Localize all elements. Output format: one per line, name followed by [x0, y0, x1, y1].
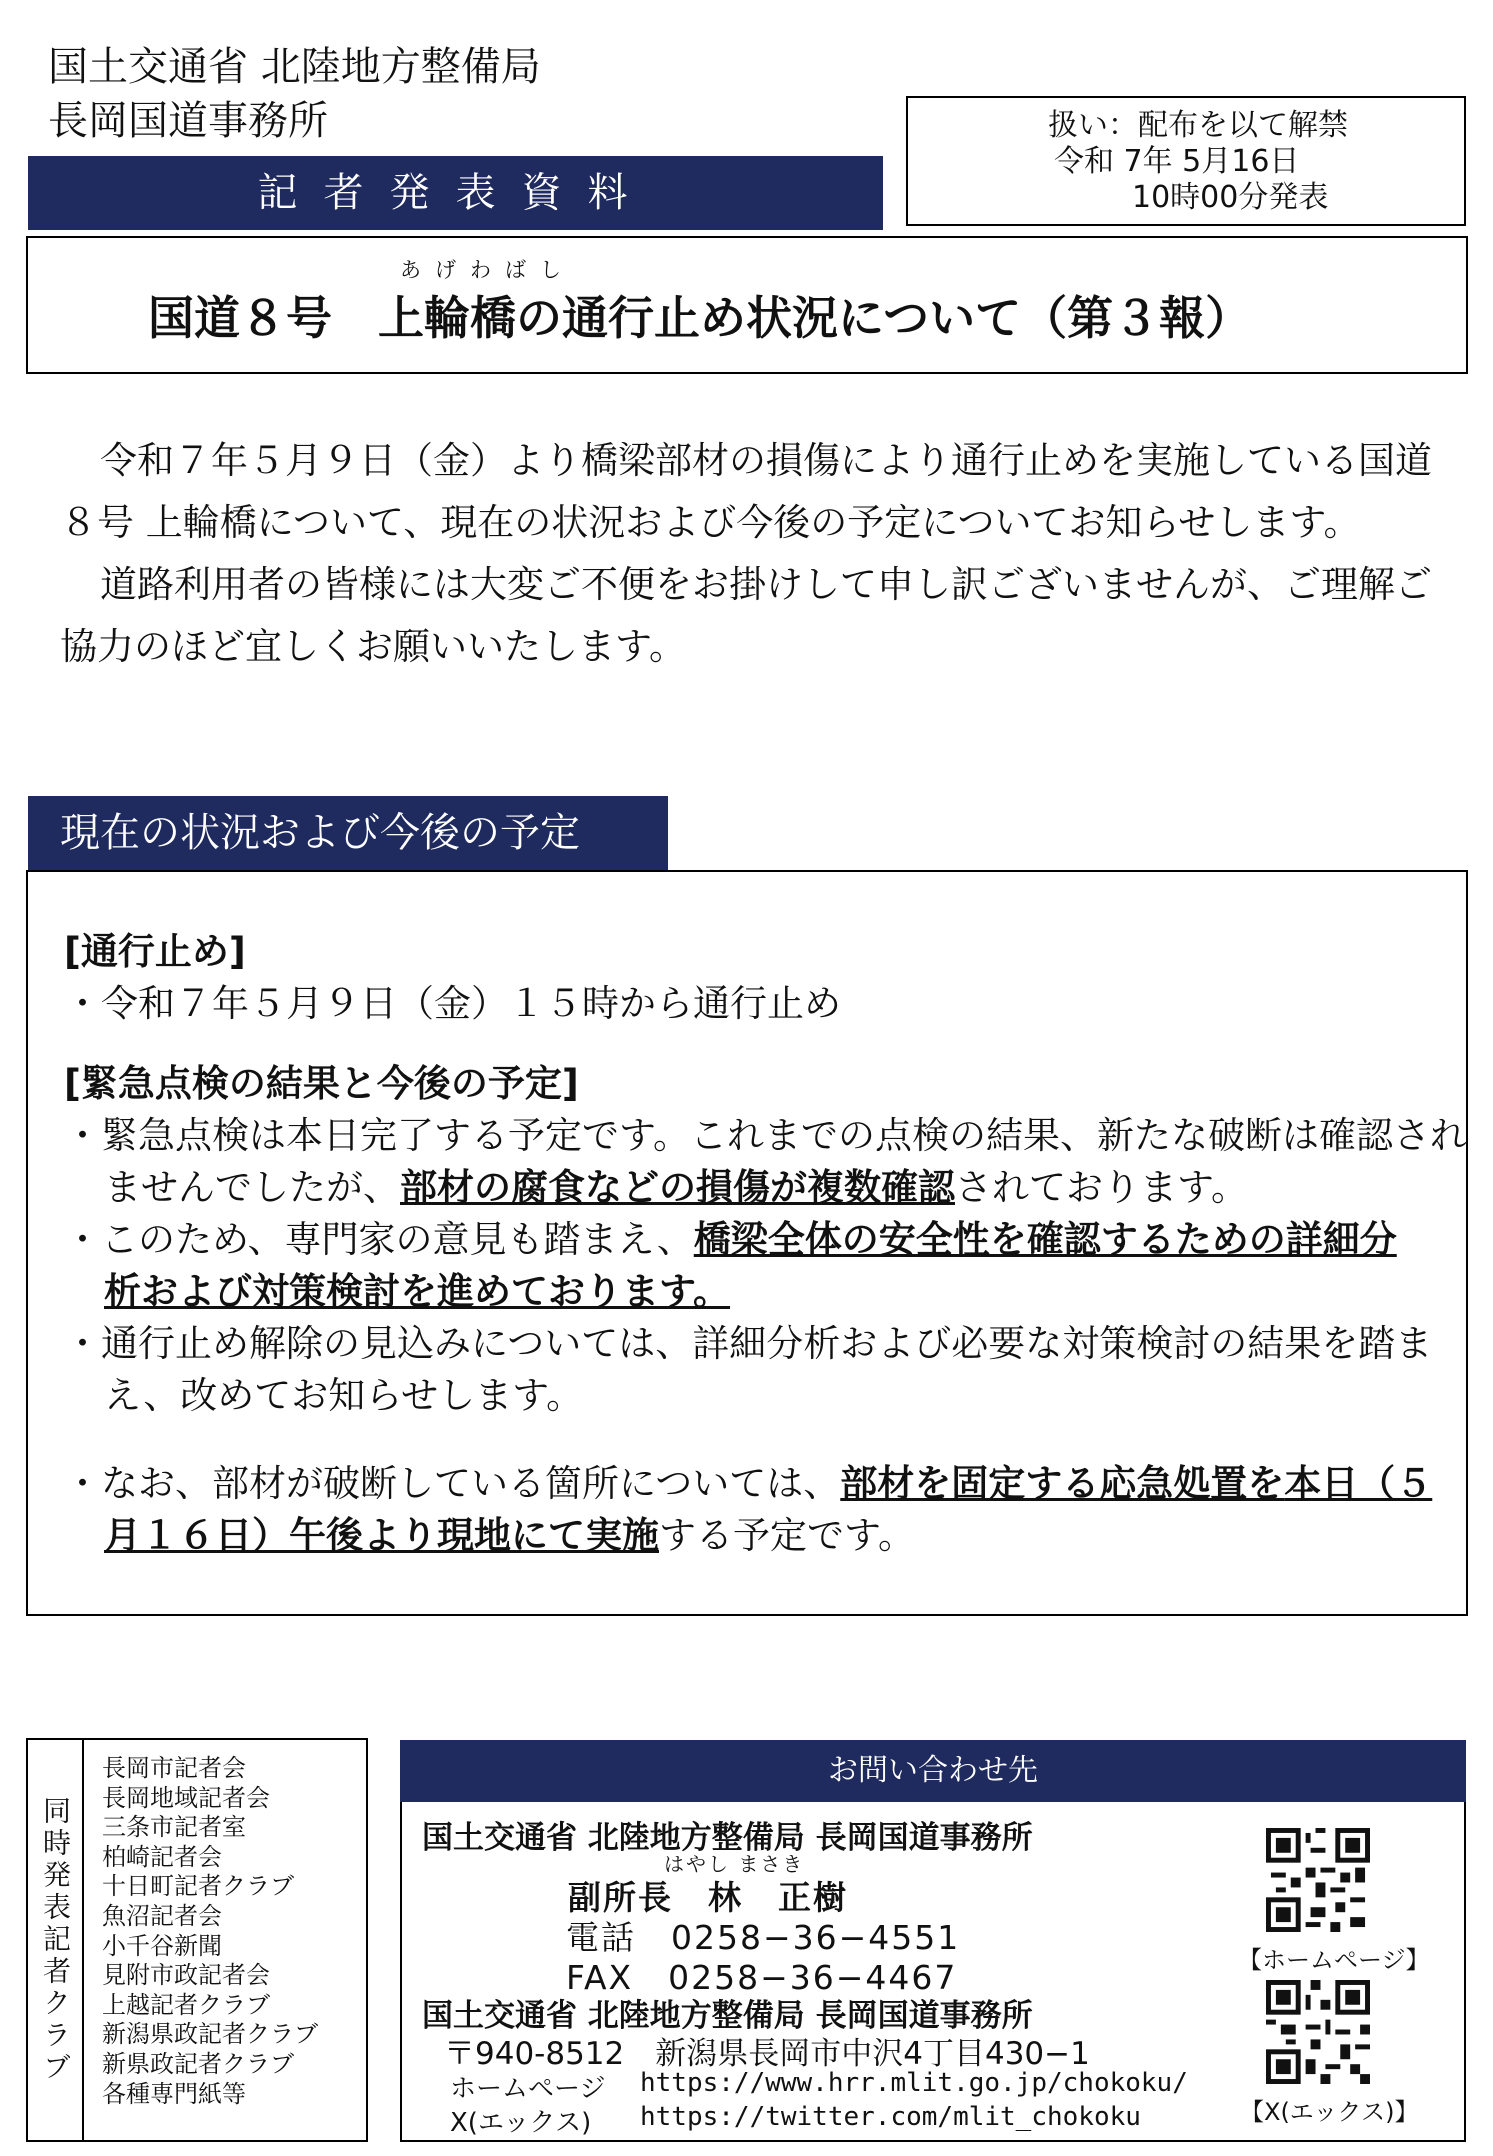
contact-heading: お問い合わせ先: [400, 1740, 1466, 1802]
press-club-list: [102, 1754, 318, 2109]
x-label: X(エックス): [450, 2108, 592, 2138]
press-club-item: 長岡地域記者会: [102, 1783, 270, 1812]
bullet-2: [64, 1214, 1424, 1318]
press-club-item: 見附市政記者会: [102, 1961, 270, 1990]
contact-org-2: 国土交通省 北陸地方整備局 長岡国道事務所: [422, 1998, 1033, 2034]
title-box: [26, 236, 1468, 374]
press-club-item: 新潟県政記者クラブ: [102, 2020, 318, 2049]
bullet-4-tail: する予定です。: [659, 1514, 916, 1557]
x-link[interactable]: https://twitter.com/mlit_chokoku: [640, 2102, 1141, 2132]
release-date: 令和 7年 5月16日: [1054, 144, 1300, 179]
document-title: 国道８号 上輪橋の通行止め状況について（第３報）: [148, 291, 1252, 345]
bullet-4: [64, 1458, 1444, 1562]
contact-name-ruby: はやし まさき: [664, 1852, 805, 1876]
bullet-4-emphasis-2: 本日（５月１６日）午後より現地にて実施: [104, 1462, 1433, 1557]
bullet-2-emphasis: 橋梁全体の安全性を確認するための詳細分析および対策検討を進めております。: [104, 1218, 1397, 1313]
press-club-item: 新県政記者クラブ: [102, 2049, 294, 2078]
press-club-item: 三条市記者室: [102, 1813, 246, 1842]
org-line-2: 長岡国道事務所: [48, 98, 328, 144]
press-club-label: 同時発表記者クラブ: [28, 1740, 84, 2140]
status-box: [26, 870, 1468, 1616]
handling-note: 扱い：配布を以て解禁: [1048, 108, 1348, 143]
x-qr-code-icon[interactable]: [1266, 1980, 1370, 2084]
contact-phone: 電話 0258−36−4551: [566, 1918, 961, 1957]
contact-name: 副所長 林 正樹: [568, 1878, 848, 1917]
intro-paragraph-2: 道路利用者の皆様には大変ご不便をお掛けして申し訳ございませんが、ご理解ご協力のほど宜しくお願いいたします。: [60, 563, 1432, 668]
press-club-item: 小千谷新聞: [102, 1931, 222, 1960]
title-ruby: あげわばし: [400, 258, 575, 282]
press-club-item: 十日町記者クラブ: [102, 1872, 294, 1901]
homepage-qr-code-icon[interactable]: [1266, 1828, 1370, 1932]
closure-heading: [通行止め]: [64, 930, 246, 973]
release-time: 10時00分発表: [1132, 180, 1329, 215]
intro-text: [60, 430, 1440, 678]
press-club-item: 長岡市記者会: [102, 1754, 246, 1782]
intro-paragraph-1: 令和７年５月９日（金）より橋梁部材の損傷により通行止めを実施している国道８号 上輪橋について、現在の状況および今後の予定についてお知らせします。: [60, 439, 1432, 544]
bullet-2-text: ・このため、専門家の意見も踏まえ、: [64, 1218, 694, 1261]
release-info-box: [906, 96, 1466, 226]
press-club-box: [26, 1738, 368, 2142]
contact-fax: FAX 0258−36−4467: [566, 1958, 958, 1997]
bullet-1-tail: されております。: [955, 1166, 1249, 1209]
homepage-label: ホームページ: [450, 2074, 606, 2104]
closure-item: ・令和７年５月９日（金）１５時から通行止め: [64, 982, 841, 1025]
bullet-1: [64, 1110, 1493, 1214]
bullet-1-emphasis: 部材の腐食などの損傷が複数確認: [400, 1166, 955, 1209]
org-line-1: 国土交通省 北陸地方整備局: [48, 44, 541, 90]
organization-name: [48, 40, 541, 148]
homepage-link[interactable]: https://www.hrr.mlit.go.jp/chokoku/: [640, 2068, 1188, 2098]
x-qr-label: 【X(エックス)】: [1240, 2098, 1419, 2126]
inspection-heading: [緊急点検の結果と今後の予定]: [64, 1062, 579, 1105]
press-release-banner: 記者発表資料: [28, 156, 883, 230]
contact-address: 〒940-8512 新潟県長岡市中沢4丁目430−1: [444, 2036, 1090, 2072]
section-heading: 現在の状況および今後の予定: [28, 796, 668, 870]
bullet-4-text: ・なお、部材が破断している箇所については、: [64, 1462, 841, 1505]
bullet-3: ・通行止め解除の見込みについては、詳細分析および必要な対策検討の結果を踏まえ、改めてお知らせします。: [64, 1322, 1433, 1417]
bullet-1-text: ・緊急点検は本日完了する予定です。これまでの点検の結果、新たな破断は確認されませんでしたが、: [64, 1114, 1468, 1209]
bullet-4-emphasis-1: 部材を固定する応急処置を: [840, 1462, 1285, 1505]
press-club-item: 上越記者クラブ: [102, 1990, 270, 2019]
press-club-item: 柏崎記者会: [102, 1842, 222, 1871]
homepage-qr-label: 【ホームページ】: [1238, 1946, 1430, 1974]
press-club-item: 各種専門紙等: [102, 2079, 246, 2108]
press-club-item: 魚沼記者会: [102, 1901, 222, 1930]
contact-org-1: 国土交通省 北陸地方整備局 長岡国道事務所: [422, 1820, 1033, 1856]
